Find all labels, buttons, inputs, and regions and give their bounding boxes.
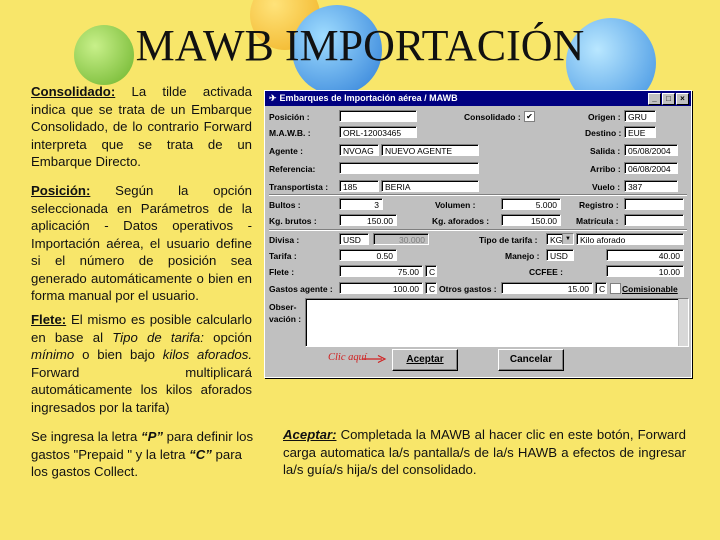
referencia-field[interactable] (339, 162, 479, 174)
flete-text-2: opción (203, 329, 252, 345)
otros-gastos-field[interactable]: 15.00 (501, 282, 593, 294)
ccfee-label: CCFEE : (529, 267, 563, 277)
aceptar-paragraph (283, 426, 686, 479)
close-button[interactable]: × (676, 93, 689, 105)
slide-title: MAWB IMPORTACIÓN (135, 21, 585, 70)
gastos-agente-field[interactable]: 100.00 (339, 282, 423, 294)
otros-gastos-label: Otros gastos : (439, 284, 497, 294)
agente-code-field[interactable]: NVOAG (339, 144, 379, 156)
tipo-tarifa-desc-field[interactable]: Kilo aforado (576, 233, 684, 245)
posicion-field[interactable] (339, 110, 417, 122)
letras-paragraph (31, 428, 260, 481)
consolidado-label: Consolidado : (464, 112, 521, 122)
consolidado-paragraph (31, 83, 252, 171)
mawb-window (264, 90, 692, 378)
destino-field[interactable]: EUE (624, 126, 656, 138)
observacion-scrollbar[interactable] (678, 299, 688, 346)
dropdown-arrow-icon[interactable]: ▼ (562, 234, 573, 244)
maximize-button[interactable]: □ (662, 93, 675, 105)
manejo-currency-field[interactable]: USD (546, 249, 574, 261)
consolidado-text: La tilde activada indica que se trata de un Embarque Consolidado, de lo contrario Forward interpreta que se trata de un Embarque Directo. (31, 84, 252, 169)
referencia-label: Referencia: (269, 164, 316, 174)
aceptar-button[interactable] (392, 349, 458, 371)
divisa-rate-field: 30.000 (373, 233, 429, 245)
flete-italic-3: kilos aforados. (162, 347, 253, 362)
agente-label: Agente : (269, 146, 303, 156)
vuelo-field[interactable]: 387 (624, 180, 678, 192)
gastos-agente-pc-field[interactable]: C (425, 282, 437, 294)
letras-text-3: para los gastos Collect. (31, 446, 242, 479)
letra-p: “P” (140, 429, 163, 444)
letras-text-2: para definir los gastos "Prepaid " y la letra (31, 429, 254, 462)
separator-2 (269, 229, 687, 231)
divisa-field[interactable]: USD (339, 233, 369, 245)
ccfee-field[interactable]: 10.00 (606, 265, 684, 277)
aceptar-heading: Aceptar: (283, 427, 337, 442)
cancelar-button-label: Cancelar (509, 354, 553, 365)
agente-name-field[interactable]: NUEVO AGENTE (381, 144, 479, 156)
flete-italic-2: mínimo (31, 347, 75, 362)
salida-label: Salida : (590, 146, 621, 156)
tarifa-field[interactable]: 0.50 (339, 249, 397, 261)
flete-paragraph (31, 311, 252, 416)
flete-text-1: El mismo es posible calcularlo en base al (31, 312, 252, 345)
tipo-tarifa-code-field[interactable] (546, 233, 574, 245)
clic-aqui-annotation: Clic aquí (328, 352, 367, 363)
transportista-name-field[interactable]: BERIA (381, 180, 479, 192)
kg-aforados-field[interactable]: 150.00 (501, 214, 561, 226)
comisionable-checkbox[interactable] (610, 283, 621, 294)
consolidado-heading: Consolidado: (31, 84, 116, 99)
registro-field[interactable] (624, 198, 684, 210)
posicion-label: Posición : (269, 112, 310, 122)
flete-text-4: Forward multiplicará automáticamente los kilos aforados ingresados por la tarifa) (31, 364, 252, 415)
arrow-right-icon (363, 355, 387, 363)
observacion-textarea[interactable] (305, 298, 689, 347)
kg-brutos-field[interactable]: 150.00 (339, 214, 397, 226)
origen-field[interactable]: GRU (624, 110, 656, 122)
minimize-button[interactable]: _ (648, 93, 661, 105)
letra-c: “C” (189, 446, 212, 462)
salida-field[interactable]: 05/08/2004 (624, 144, 678, 156)
manejo-field[interactable]: 40.00 (606, 249, 684, 261)
manejo-label: Manejo : (505, 251, 540, 261)
flete-heading: Flete: (31, 312, 67, 327)
airplane-icon: ✈ (269, 93, 277, 103)
gastos-agente-label: Gastos agente : (269, 284, 333, 294)
observacion-label: Obser- vación : (269, 302, 302, 324)
aceptar-button-label: Aceptar (406, 354, 444, 365)
volumen-field[interactable]: 5.000 (501, 198, 561, 210)
flete-pc-field[interactable]: C (425, 265, 437, 277)
tarifa-label: Tarifa : (269, 251, 297, 261)
volumen-label: Volumen : (435, 200, 476, 210)
vuelo-label: Vuelo : (592, 182, 621, 192)
matricula-label: Matrícula : (576, 216, 619, 226)
window-title: Embarques de Importación aérea / MAWB (279, 93, 458, 103)
arribo-field[interactable]: 06/08/2004 (624, 162, 678, 174)
kg-brutos-label: Kg. brutos : (269, 216, 317, 226)
tipo-tarifa-code-value: KG (550, 235, 563, 245)
mawb-label: M.A.W.B. : (269, 128, 311, 138)
mawb-field[interactable]: ORL-12003465 (339, 126, 417, 138)
otros-gastos-pc-field[interactable]: C (595, 282, 607, 294)
posicion-heading: Posición: (31, 183, 91, 198)
bultos-field[interactable]: 3 (339, 198, 383, 210)
arribo-label: Arribo : (590, 164, 621, 174)
divisa-label: Divisa : (269, 235, 300, 245)
window-titlebar[interactable] (265, 91, 691, 106)
destino-label: Destino : (585, 128, 622, 138)
posicion-paragraph (31, 182, 252, 305)
separator-1 (269, 194, 687, 196)
registro-label: Registro : (579, 200, 619, 210)
aceptar-text: Completada la MAWB al hacer clic en este botón, Forward carga automatica la/s pantalla/s de la/s HAWB a efectos de ingresar la/s guía/s hija/s del consolidado. (283, 427, 686, 477)
bultos-label: Bultos : (269, 200, 301, 210)
origen-label: Origen : (588, 112, 621, 122)
consolidado-checkbox[interactable]: ✔ (524, 111, 535, 122)
flete-text-3: o bien bajo (74, 347, 163, 362)
letras-text-1: Se ingresa la letra (31, 429, 141, 444)
cancelar-button[interactable] (498, 349, 564, 371)
flete-italic-1: Tipo de tarifa: (112, 329, 204, 345)
flete-field[interactable]: 75.00 (339, 265, 423, 277)
matricula-field[interactable] (624, 214, 684, 226)
transportista-label: Transportista : (269, 182, 329, 192)
flete-label: Flete : (269, 267, 295, 277)
kg-aforados-label: Kg. aforados : (432, 216, 490, 226)
transportista-code-field[interactable]: 185 (339, 180, 379, 192)
comisionable-label: Comisionable (622, 284, 678, 294)
tipo-tarifa-label: Tipo de tarifa : (479, 235, 538, 245)
posicion-text: Según la opción seleccionada en Parámetros de la aplicación - Datos operativos - Importación aérea, el usuario define si el número de posición sea generado automáticamente o bien en forma manual por el usuario. (31, 183, 252, 303)
